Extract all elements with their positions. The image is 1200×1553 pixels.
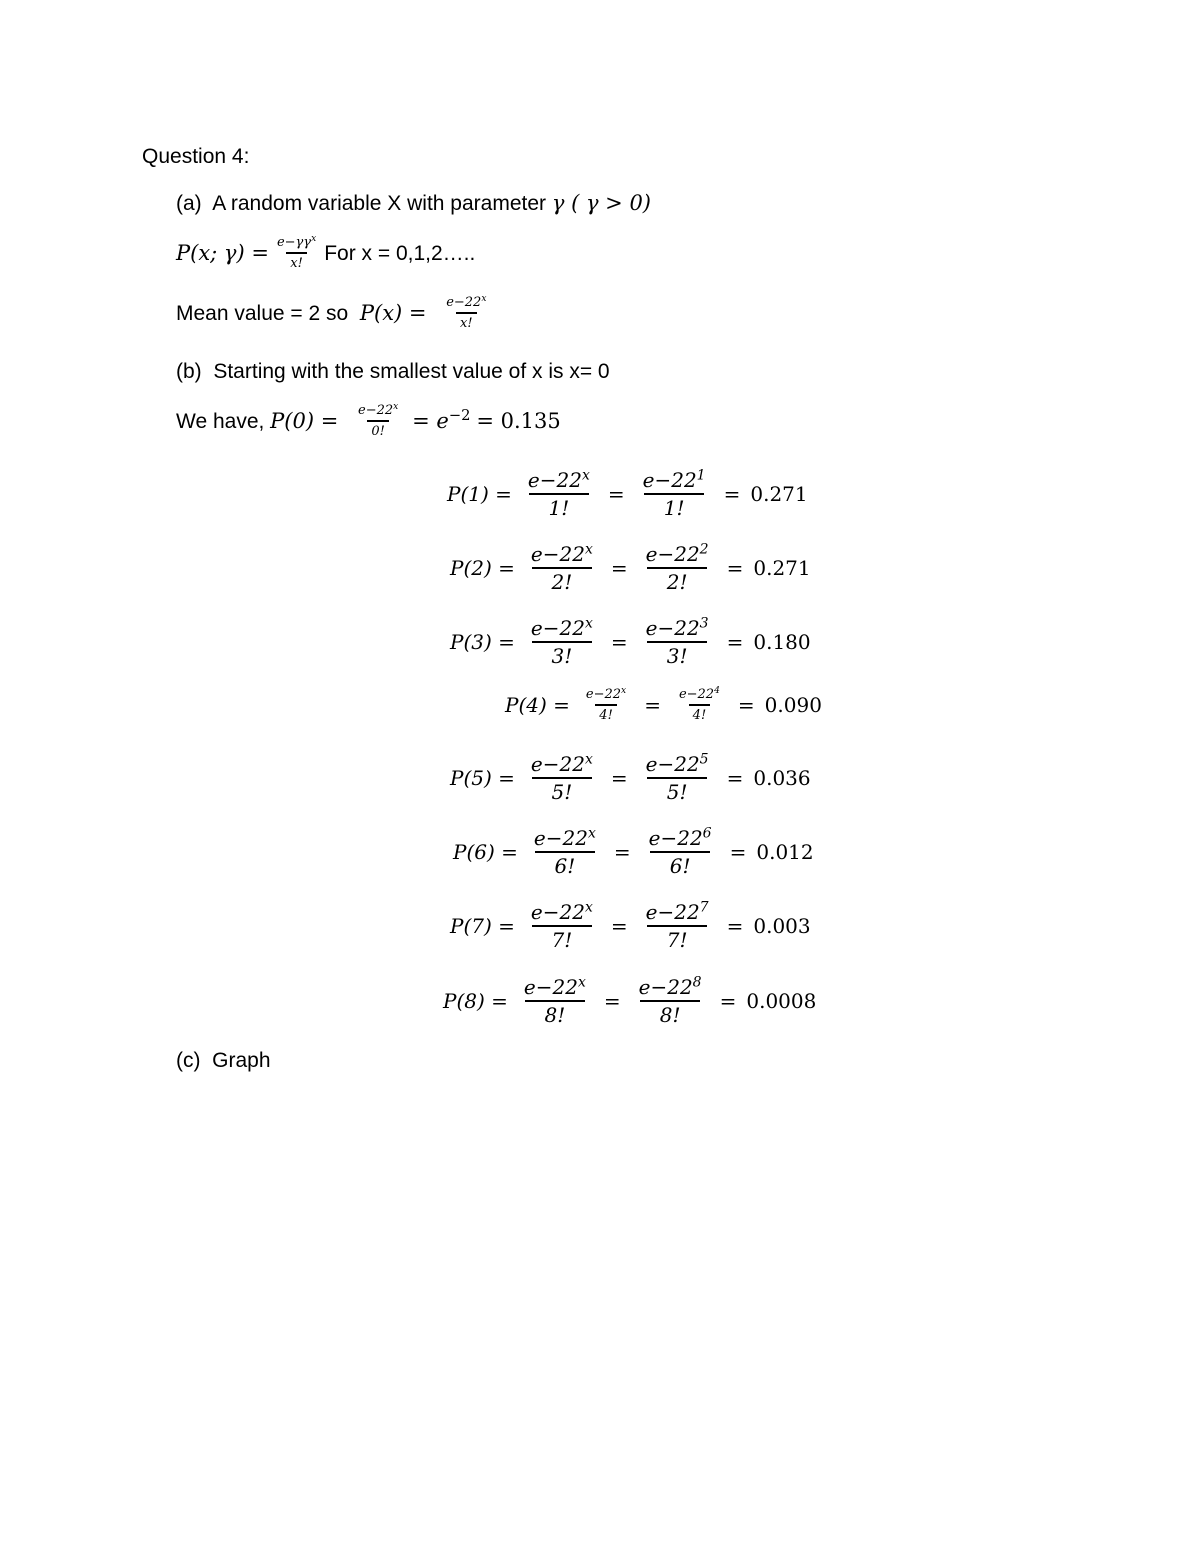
row-value: 0.0008 [746,989,817,1013]
row-fraction-specific: $\frac{e-22^1}{1!}$ [642,467,706,520]
row-fraction-general: $\frac{e-22^x}{4!}$ [585,686,627,723]
part-a-parameter: γ ( γ > 0) [551,191,652,215]
mean-numerator: e−22 [446,295,482,310]
row-equals: = [729,840,747,864]
row-value: 0.090 [764,693,822,717]
row-lhs: P(6) = [453,840,518,864]
row-equals: = [610,766,628,790]
p0-numerator-exp: x [393,402,399,412]
part-b-marker: (b) [176,360,202,383]
p0-formula [176,404,561,438]
pmf-formula [176,236,475,270]
row-equals: = [726,914,744,938]
pmf-lhs: P(x; γ) = [176,240,269,265]
row-fraction-specific: $\frac{e-22^5}{5!}$ [645,751,709,804]
row-fraction-specific: $\frac{e-22^7}{7!}$ [645,899,709,952]
p0-value: = 0.135 [476,408,561,433]
row-equals: = [603,989,621,1013]
we-have-text: We have, [176,409,265,433]
mean-formula [176,296,494,330]
pmf-numerator: e−γγ [276,235,312,250]
pmf-domain: For x = 0,1,2….. [324,241,476,265]
row-equals: = [737,693,755,717]
mean-numerator-exp: x [481,294,487,304]
row-fraction-specific: $\frac{e-22^6}{6!}$ [648,825,712,878]
probability-row [447,467,808,520]
row-fraction-specific: $\frac{e-22^3}{3!}$ [645,615,709,668]
part-c-marker: (c) [176,1049,201,1072]
row-lhs: P(8) = [443,989,508,1013]
part-c-line [176,1050,271,1071]
row-lhs: P(4) = [505,693,570,717]
row-equals: = [613,840,631,864]
row-fraction-specific: $\frac{e-22^4}{4!}$ [678,686,720,723]
part-b-line [176,361,610,382]
mean-text: Mean value = 2 so [176,301,349,325]
p0-middle: = $e^{-2}$ [412,406,471,433]
row-equals: = [726,766,744,790]
mean-lhs: P(x) = [359,300,427,325]
p0-denominator: 0! [367,420,389,438]
row-lhs: P(7) = [450,914,515,938]
row-equals: = [719,989,737,1013]
p0-lhs: P(0) = [270,408,339,433]
row-equals: = [610,630,628,654]
probability-row [505,688,822,722]
pmf-numerator-exp: x [311,234,317,244]
row-fraction-general: $\frac{e-22^x}{8!}$ [523,974,586,1027]
row-lhs: P(2) = [450,556,515,580]
part-c-text: Graph [212,1049,271,1072]
row-equals: = [726,630,744,654]
part-a-text: A random variable X with parameter [212,192,547,215]
probability-row [443,974,817,1027]
probability-row [453,825,814,878]
row-lhs: P(3) = [450,630,515,654]
probability-row [450,751,811,804]
pmf-fraction [273,236,320,270]
row-fraction-general: $\frac{e-22^x}{5!}$ [530,751,593,804]
row-equals: = [610,914,628,938]
probability-row [450,541,811,594]
p0-fraction [354,404,402,438]
pmf-denominator: x! [286,252,307,270]
row-fraction-general: $\frac{e-22^x}{2!}$ [530,541,593,594]
row-fraction-specific: $\frac{e-22^8}{8!}$ [638,974,702,1027]
row-equals: = [644,693,661,717]
p0-numerator: e−22 [358,403,394,418]
row-value: 0.180 [753,630,811,654]
row-equals: = [723,482,741,506]
row-fraction-general: $\frac{e-22^x}{6!}$ [533,825,596,878]
row-fraction-general: $\frac{e-22^x}{3!}$ [530,615,593,668]
mean-fraction [442,296,490,330]
probability-row [450,899,811,952]
row-equals: = [726,556,744,580]
question-title: Question 4: [142,145,250,168]
row-value: 0.271 [750,482,808,506]
part-b-text: Starting with the smallest value of x is x= 0 [213,360,610,383]
row-fraction-general: $\frac{e-22^x}{7!}$ [530,899,593,952]
probability-row [450,615,811,668]
row-lhs: P(5) = [450,766,515,790]
part-a-line [176,193,651,214]
row-value: 0.036 [753,766,811,790]
row-value: 0.012 [756,840,814,864]
row-equals: = [610,556,628,580]
row-lhs: P(1) = [447,482,512,506]
row-fraction-general: $\frac{e-22^x}{1!}$ [527,467,590,520]
row-value: 0.003 [753,914,811,938]
mean-denominator: x! [456,312,477,330]
row-equals: = [607,482,625,506]
row-value: 0.271 [753,556,811,580]
row-fraction-specific: $\frac{e-22^2}{2!}$ [645,541,709,594]
part-a-marker: (a) [176,192,202,215]
